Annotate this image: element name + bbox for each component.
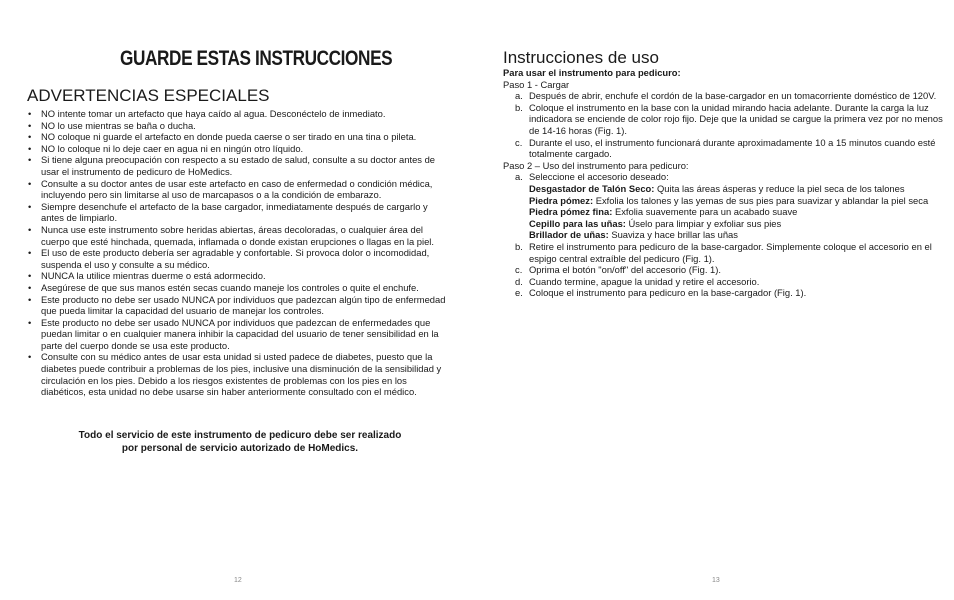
service-note-line: Todo el servicio de este instrumento de pedicuro debe ser realizado (78, 430, 402, 441)
step-text: Cuando termine, apague la unidad y retire el accesorio. (529, 275, 760, 287)
step-marker: b. (515, 240, 523, 252)
accessory-desc: Exfolia suavemente para un acabado suave (614, 206, 798, 218)
step-marker: c. (515, 136, 523, 148)
step1-item (503, 90, 943, 102)
warning-item: • NO intente tomar un artefacto que haya caído al agua. Desconéctelo de inmediato. (27, 108, 452, 120)
accessory-name: Desgastador de Talón Seco: (529, 182, 655, 194)
warning-item: • Este producto no debe ser usado NUNCA por individuos que padezcan de enfermedades que puedan limitar o en cualquier manera inhibir la capacidad del usuario de tener sensibilidad en la parte del cuerpo donde se usa este producto. (27, 317, 452, 352)
warnings-list (27, 108, 452, 398)
warning-item: • Nunca use este instrumento sobre heridas abiertas, áreas decoloradas, o cualquier área del cuerpo que esté hinchada, quemada, inflamada o donde existan erupciones o llagas en la piel. (27, 224, 452, 247)
warning-item: • NO lo coloque ni lo deje caer en agua ni en ningún otro líquido. (27, 143, 452, 155)
accessory-item (529, 195, 943, 207)
step-marker: b. (515, 101, 523, 113)
accessory-item (529, 229, 943, 241)
step2-item (503, 171, 943, 183)
warning-item: • Consulte con su médico antes de usar esta unidad si usted padece de diabetes, puesto que la diabetes puede contribuir a problemas de los pies, inclusive una disminución de la sensibilidad y circulación en los pies. Debido a los riesgos existentes de problemas con los pies en los diabéticos, esta unidad no debe usarse sin haber anteriormente consultado con el médico. (27, 351, 452, 397)
accessory-item (529, 206, 943, 218)
warning-item: • El uso de este producto debería ser agradable y confortable. Si provoca dolor o incomodidad, suspenda el uso y consulte a su médico. (27, 247, 452, 270)
instructions-subtitle: Para usar el instrumento para pedicuro: (503, 67, 681, 78)
instructions-content (503, 67, 943, 299)
step2-title: Paso 2 – Uso del instrumento para pedicuro: (503, 159, 689, 171)
step2-item (503, 241, 943, 264)
warning-item: • NO coloque ni guarde el artefacto en donde pueda caerse o ser tirado en una tina o pileta. (27, 131, 452, 143)
step2-item (503, 264, 943, 276)
page-number: 12 (234, 577, 242, 584)
service-note-line: por personal de servicio autorizado de HoMedics. (121, 442, 359, 454)
accessory-item (529, 218, 943, 230)
step1-title: Paso 1 - Cargar (503, 78, 570, 90)
step-text: Seleccione el accesorio deseado: (529, 171, 669, 183)
step-marker: a. (515, 171, 523, 183)
step-text: Retire el instrumento para pedicuro de la base-cargador. Simplemente coloque el accesorio en el espigo central extraíble del pedicuro (Fig. 1). (529, 240, 932, 264)
step-marker: d. (515, 275, 523, 287)
right-page (477, 0, 954, 600)
accessory-desc: Exfolia los talones y las yemas de sus pies para suavizar y ablandar la piel seca (595, 194, 929, 206)
accessory-desc: Quita las áreas ásperas y reduce la piel seca de los talones (657, 182, 905, 194)
accessory-list (503, 183, 943, 241)
step2-item (503, 276, 943, 288)
accessory-name: Cepillo para las uñas: (529, 217, 626, 229)
accessory-name: Brillador de uñas: (529, 229, 609, 241)
warning-item: • NUNCA la utilice mientras duerme o está adormecido. (27, 270, 452, 282)
warning-item: • Asegúrese de que sus manos estén secas cuando maneje los controles o quite el enchufe. (27, 282, 452, 294)
accessory-name: Piedra pómez: (529, 194, 594, 206)
step-marker: a. (515, 90, 523, 102)
step-marker: c. (515, 264, 523, 276)
warning-item: • Siempre desenchufe el artefacto de la base cargador, inmediatamente después de cargarlo y antes de limpiarlo. (27, 201, 452, 224)
step2-item (503, 287, 943, 299)
step1-item (503, 102, 943, 137)
page-number: 13 (712, 577, 720, 584)
step-text: Oprima el botón "on/off" del accesorio (Fig. 1). (529, 264, 721, 276)
special-warnings-heading: ADVERTENCIAS ESPECIALES (27, 86, 270, 105)
step-text: Coloque el instrumento para pedicuro en la base-cargador (Fig. 1). (529, 287, 807, 299)
step-text: Coloque el instrumento en la base con la unidad mirando hacia adelante. Durante la carga la luz indicadora se enciende de color rojo fijo. Deje que la unidad se cargue la primera vez por no menos de 14-16 horas (Fig. 1). (529, 101, 943, 136)
service-note (40, 430, 440, 455)
main-title: GUARDE ESTAS INSTRUCCIONES (120, 47, 393, 70)
step-marker: e. (515, 287, 523, 299)
step1-item (503, 137, 943, 160)
accessory-name: Piedra pómez fina: (529, 206, 613, 218)
warning-item: • NO lo use mientras se baña o ducha. (27, 120, 452, 132)
instructions-heading: Instrucciones de uso (503, 48, 659, 67)
warning-item: • Consulte a su doctor antes de usar este artefacto en caso de enfermedad o condición médica, incluyendo pero sin limitarse al uso de marcapasos o a la condición de embarazo. (27, 178, 452, 201)
warning-item: • Si tiene alguna preocupación con respecto a su estado de salud, consulte a su doctor antes de usar el instrumento de pedicuro de HoMedics. (27, 154, 452, 177)
accessory-desc: Suaviza y hace brillar las uñas (611, 229, 738, 241)
accessory-item (529, 183, 943, 195)
step-text: Después de abrir, enchufe el cordón de la base-cargador en un tomacorriente doméstico de 120V. (529, 90, 937, 102)
accessory-desc: Úselo para limpiar y exfoliar sus pies (628, 217, 782, 229)
step-text: Durante el uso, el instrumento funcionará durante aproximadamente 10 a 15 minutos cuando esté totalmente cargado. (529, 136, 936, 160)
warning-item: • Este producto no debe ser usado NUNCA por individuos que padezcan algún tipo de enfermedad que pueda limitar la capacidad del usuario de manejar los controles. (27, 294, 452, 317)
